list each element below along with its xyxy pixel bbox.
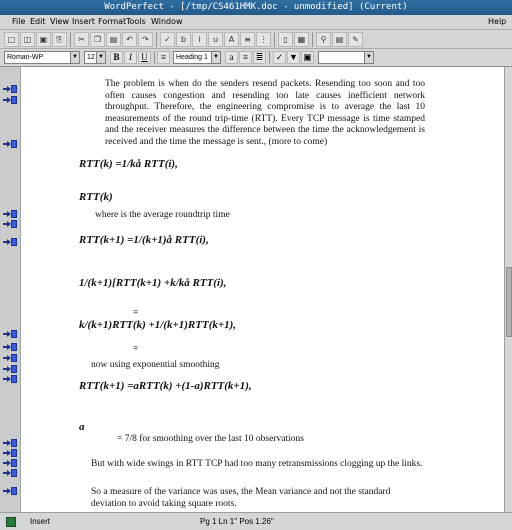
equation: RTT(k) =1/kå RTT(i),: [79, 158, 178, 170]
bookmark-icon[interactable]: [3, 439, 18, 447]
page-view-icon[interactable]: ▤: [332, 32, 347, 47]
cursor-position: Pg 1 Ln 1" Pos 1.26": [200, 517, 274, 526]
zoom-icon[interactable]: ⚲: [316, 32, 331, 47]
menu-window[interactable]: Window: [151, 17, 183, 26]
menu-help[interactable]: Help: [488, 17, 507, 26]
bookmark-icon[interactable]: [3, 85, 18, 93]
extra-select[interactable]: [318, 51, 374, 64]
shading-icon[interactable]: ▣: [301, 51, 314, 64]
chevron-down-icon[interactable]: ▼: [211, 52, 220, 63]
spell-check-icon[interactable]: ✓: [160, 32, 175, 47]
bold-tool-icon[interactable]: b: [176, 32, 191, 47]
style-value: Heading 1: [176, 54, 208, 61]
bookmark-icon[interactable]: [3, 210, 18, 218]
italic-button[interactable]: I: [124, 51, 137, 64]
menu-tools[interactable]: Tools: [126, 17, 146, 26]
underline-tool-icon[interactable]: u: [208, 32, 223, 47]
line-spacing-icon[interactable]: ≡: [239, 51, 252, 64]
undo-icon[interactable]: ↶: [122, 32, 137, 47]
redo-icon[interactable]: ↷: [138, 32, 153, 47]
font-tool-icon[interactable]: A: [224, 32, 239, 47]
columns-icon[interactable]: ▯: [278, 32, 293, 47]
chevron-down-icon[interactable]: ▼: [364, 52, 373, 63]
bookmark-icon[interactable]: [3, 365, 18, 373]
bookmark-icon[interactable]: [3, 459, 18, 467]
paragraph: = 7/8 for smoothing over the last 10 observations: [117, 434, 304, 444]
bookmark-icon[interactable]: [3, 96, 18, 104]
save-icon[interactable]: ▣: [36, 32, 51, 47]
align-left-icon[interactable]: ≡: [157, 51, 170, 64]
bookmark-icon[interactable]: [3, 354, 18, 362]
menu-view[interactable]: View: [50, 17, 69, 26]
window-title-bar: [0, 0, 512, 15]
window-title: WordPerfect - [/tmp/CS461HMK.doc - unmodified] (Current): [104, 2, 408, 12]
numbering-icon[interactable]: ⋮: [256, 32, 271, 47]
new-document-icon[interactable]: □: [4, 32, 19, 47]
cut-icon[interactable]: ✂: [74, 32, 89, 47]
paragraph: now using exponential smoothing: [91, 360, 220, 370]
bookmark-icon[interactable]: [3, 469, 18, 477]
bookmark-icon[interactable]: [3, 487, 18, 495]
menu-format[interactable]: Format: [98, 17, 127, 26]
document-area: [0, 67, 504, 512]
document-page[interactable]: [20, 67, 504, 512]
bookmark-icon[interactable]: [3, 238, 18, 246]
print-icon[interactable]: ⎘: [52, 32, 67, 47]
bookmark-icon[interactable]: [3, 449, 18, 457]
bookmark-icon[interactable]: [3, 220, 18, 228]
equation: a: [79, 421, 85, 433]
chevron-down-icon[interactable]: ▼: [287, 51, 300, 64]
bookmark-icon[interactable]: [3, 343, 18, 351]
equation: k/(k+1)RTT(k) +1/(k+1)RTT(k+1),: [79, 319, 237, 331]
equation: =: [133, 343, 139, 353]
font-name-value: Roman-WP: [7, 54, 44, 61]
equation: RTT(k+1) =1/(k+1)å RTT(i),: [79, 234, 209, 246]
insert-mode[interactable]: Insert: [30, 517, 51, 526]
paragraph: The problem is when do the senders resend packets. Resending too soon and too often causes congestion and resending too late causes inefficient network throughput. Therefore, the engineering compromise is to average the last 10 measurements of the round trip-time (RTT). Every TCP message is time stamped and the receiver measures the difference between the time the acknowledgement is received and the time the message is sent., (more to come): [105, 79, 425, 147]
table-icon[interactable]: ▦: [294, 32, 309, 47]
scrollbar-thumb[interactable]: [506, 267, 512, 337]
copy-icon[interactable]: ❐: [90, 32, 105, 47]
bookmark-icon[interactable]: [3, 140, 18, 148]
chevron-down-icon[interactable]: ▼: [96, 52, 105, 63]
menu-bar: [0, 15, 512, 30]
paragraph-style-select[interactable]: [173, 51, 221, 64]
document-icon: [6, 517, 16, 527]
paragraph: So a measure of the variance was uses, the Mean variance and not the standard deviation to avoid taking square roots.: [91, 487, 391, 509]
font-name-select[interactable]: [4, 51, 80, 64]
underline-button[interactable]: U: [138, 51, 151, 64]
menu-file[interactable]: File: [12, 17, 26, 26]
font-size-select[interactable]: [84, 51, 106, 64]
paste-icon[interactable]: ▤: [106, 32, 121, 47]
bookmark-icon[interactable]: [3, 330, 18, 338]
status-bar: [0, 512, 512, 530]
menu-insert[interactable]: Insert: [72, 17, 95, 26]
equation: RTT(k): [79, 191, 113, 203]
main-toolbar: [0, 30, 512, 49]
menu-edit[interactable]: Edit: [30, 17, 46, 26]
bold-button[interactable]: B: [110, 51, 123, 64]
open-folder-icon[interactable]: ◫: [20, 32, 35, 47]
paragraph: But with wide swings in RTT TCP had too many retransmissions clogging up the links.: [91, 459, 423, 469]
highlight-icon[interactable]: ✓: [273, 51, 286, 64]
equation: 1/(k+1)[RTT(k+1) +k/kå RTT(i),: [79, 277, 227, 289]
bookmark-icon[interactable]: [3, 375, 18, 383]
font-size-value: 12: [87, 54, 95, 61]
equation: RTT(k+1) =aRTT(k) +(1-a)RTT(k+1),: [79, 380, 252, 392]
bullets-icon[interactable]: ≡: [240, 32, 255, 47]
equation: =: [133, 307, 139, 317]
chevron-down-icon[interactable]: ▼: [70, 52, 79, 63]
outline-icon[interactable]: ≣: [253, 51, 266, 64]
font-color-icon[interactable]: a: [225, 51, 238, 64]
draw-icon[interactable]: ✎: [348, 32, 363, 47]
paragraph: where is the average roundtrip time: [95, 210, 230, 220]
format-toolbar: [0, 49, 512, 67]
italic-tool-icon[interactable]: i: [192, 32, 207, 47]
vertical-scrollbar[interactable]: [504, 67, 512, 512]
